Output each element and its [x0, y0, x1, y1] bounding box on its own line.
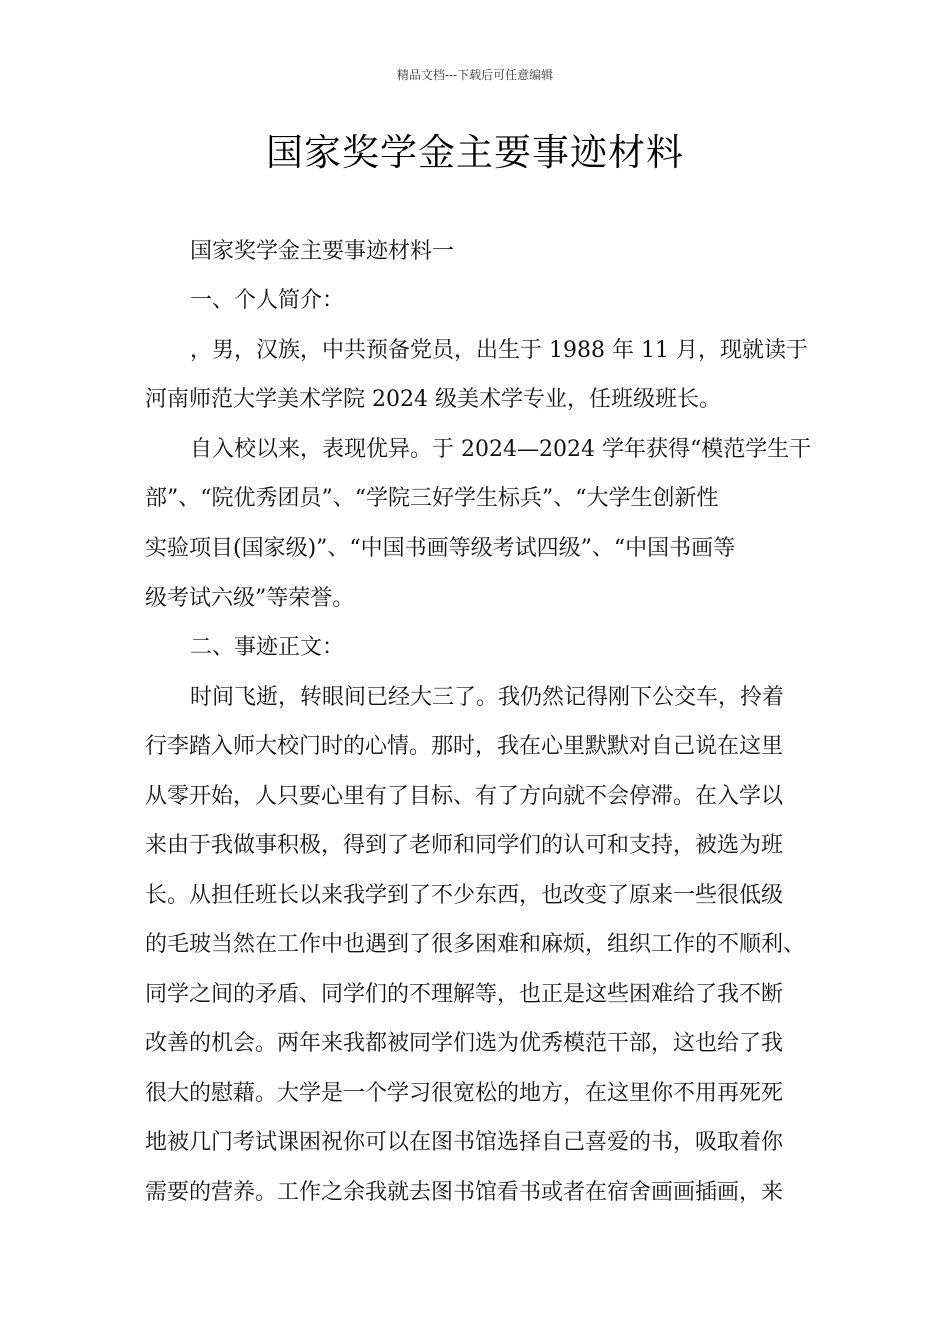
paragraph-line: 来由于我做事积极，得到了老师和同学们的认可和支持，被选为班: [145, 833, 784, 858]
paragraph-line: 河南师范大学美术学院 2024 级美术学专业，任班级班长。: [145, 387, 721, 412]
paragraph-line: 地被几门考试课困祝你可以在图书馆选择自己喜爱的书，吸取着你: [145, 1130, 784, 1155]
paragraph-line: 部”、“院优秀团员”、“学院三好学生标兵”、“大学生创新性: [145, 486, 719, 511]
section-heading-1: 一、个人简介：: [190, 288, 345, 313]
paragraph-line: 自入校以来，表现优异。于 2024—2024 学年获得“模范学生干: [190, 437, 812, 462]
paragraph-line: 的毛玻当然在工作中也遇到了很多困难和麻烦，组织工作的不顺利、: [145, 932, 806, 957]
paragraph-line: 时间飞逝，转眼间已经大三了。我仍然记得刚下公交车，拎着: [190, 685, 785, 710]
document-title: 国家奖学金主要事迹材料: [266, 131, 684, 174]
paragraph-line: 改善的机会。两年来我都被同学们选为优秀模范干部，这也给了我: [145, 1031, 784, 1056]
paragraph-line: 长。从担任班长以来我学到了不少东西，也改变了原来一些很低级: [145, 883, 784, 908]
paragraph-line: 实验项目(国家级)”、“中国书画等级考试四级”、“中国书画等: [145, 536, 736, 561]
paragraph-line: 需要的营养。工作之余我就去图书馆看书或者在宿舍画画插画，来: [145, 1180, 784, 1205]
paragraph-line: 级考试六级”等荣誉。: [145, 586, 355, 611]
subtitle-line: 国家奖学金主要事迹材料一: [190, 239, 455, 264]
paragraph-line: 很大的慰藉。大学是一个学习很宽松的地方，在这里你不用再死死: [145, 1081, 784, 1106]
paragraph-line: 同学之间的矛盾、同学们的不理解等，也正是这些困难给了我不断: [145, 982, 784, 1007]
header-note: 精品文档---下载后可任意编辑: [396, 68, 554, 82]
section-heading-2: 二、事迹正文：: [190, 635, 345, 660]
paragraph-line: 从零开始，人只要心里有了目标、有了方向就不会停滞。在入学以: [145, 784, 784, 809]
paragraph-line: 行李踏入师大校门时的心情。那时，我在心里默默对自己说在这里: [145, 734, 784, 759]
paragraph-line: ，男，汉族，中共预备党员，出生于 1988 年 11 月，现就读于: [190, 338, 808, 363]
